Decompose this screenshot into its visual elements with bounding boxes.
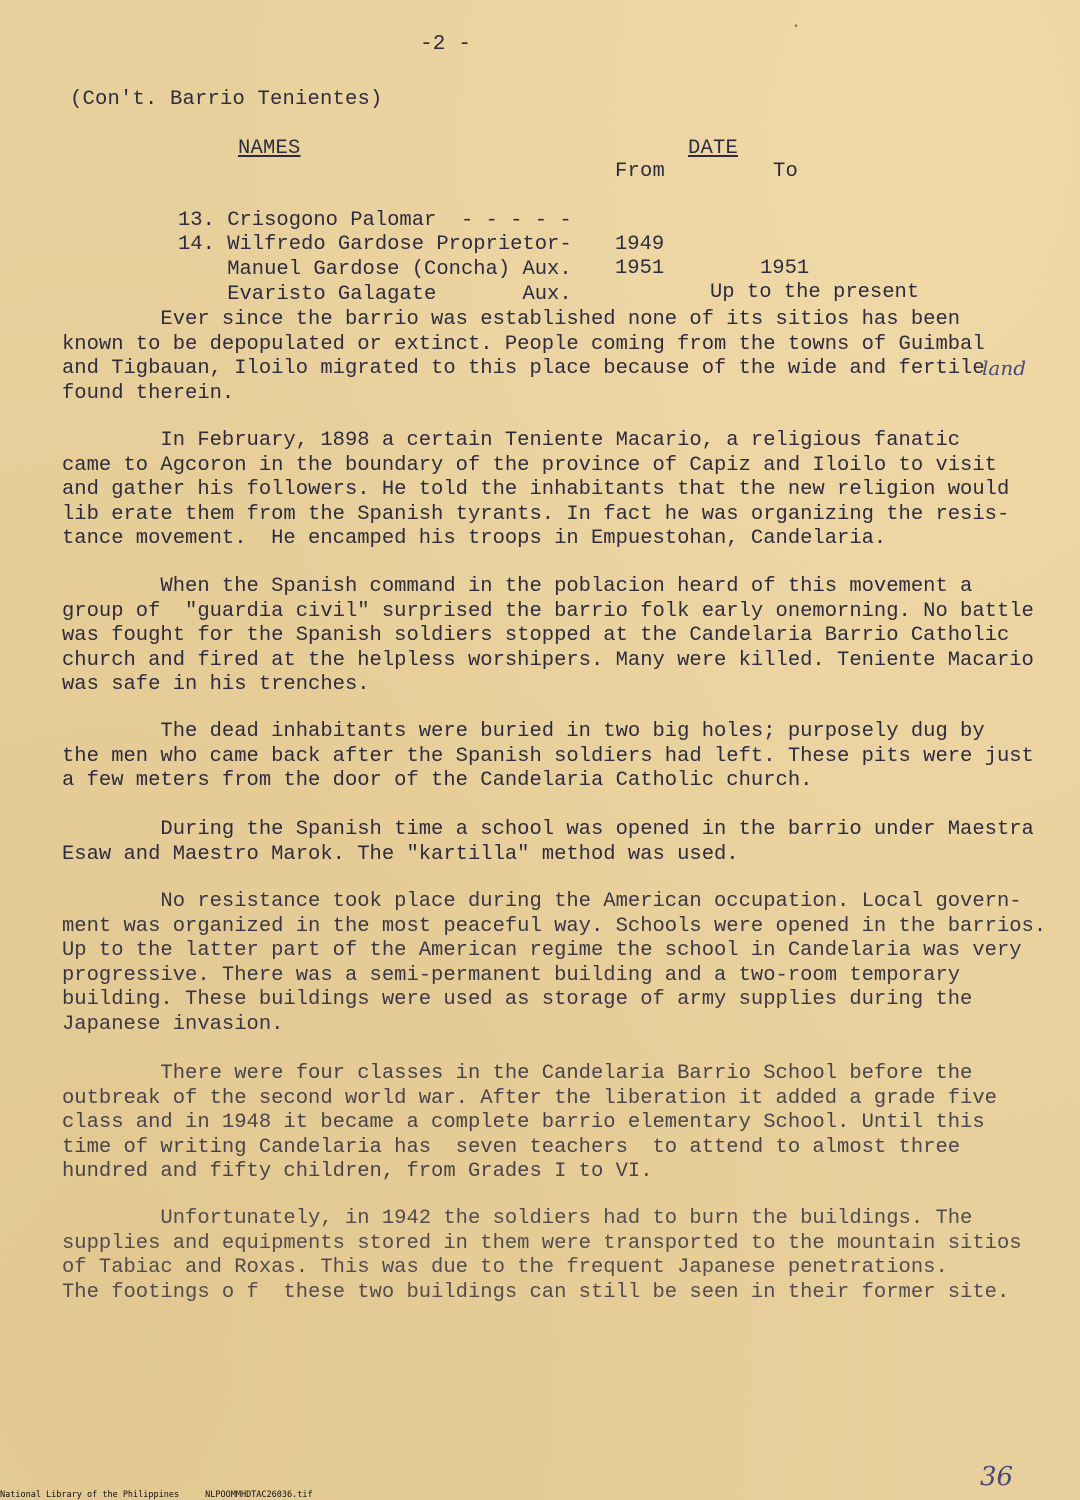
handwritten-page-number: 36 bbox=[980, 1462, 1014, 1492]
to-column-header: To bbox=[773, 160, 799, 183]
paragraph-barrio-school: There were four classes in the Candelaria Barrio School before the outbreak of the second world war. After the liberation it added a grade five class and in 1948 it became a complete barrio elementary School. Until this time of writing Candelaria has seven teachers to attend to almost three hundred and fifty children, from Grades I to VI. bbox=[62, 1062, 997, 1184]
date-column-header: DATE bbox=[688, 137, 739, 160]
term-from: 1951 bbox=[615, 257, 665, 280]
file-name: NLPOOMMHDTAC26036.tif bbox=[205, 1490, 313, 1500]
aux-name: Manuel Gardose (Concha) Aux. bbox=[178, 258, 572, 281]
paragraph-1942-burning: Unfortunately, in 1942 the soldiers had to burn the buildings. The supplies and equipments stored in them were transported to the mountain sitios of Tabiac and Roxas. This was due to the frequent Japanese penetrations. The footings o f these two buildings can still be seen in their former site. bbox=[62, 1207, 1022, 1304]
term-from: 1949 bbox=[615, 233, 665, 256]
paragraph-guardia-civil: When the Spanish command in the poblacion heard of this movement a group of "guardia civil" surprised the barrio folk early onemorning. No battle was fought for the Spanish soldiers stopped at the Candelaria Barrio Catholic church and fired at the helpless worshipers. Many were killed. Teniente Macario was safe in his trenches. bbox=[62, 575, 1034, 697]
paragraph-sitios: Ever since the barrio was established none of its sitios has been known to be depopulated or extinct. People coming from the towns of Guimbal and Tigbauan, Iloilo migrated to this place because of the wide and fertile found therein. bbox=[62, 308, 985, 405]
paragraph-teniente-macario: In February, 1898 a certain Teniente Macario, a religious fanatic came to Agcoron in the boundary of the province of Capiz and Iloilo to visit and gather his followers. He told the inhabitants that the new religion would lib erate them from the Spanish tyrants. In fact he was organizing the resis- tance movement. He encamped his troops in Empuestohan, Candelaria. bbox=[62, 429, 1010, 551]
paragraph-american-occupation: No resistance took place during the American occupation. Local govern- ment was organized in the most peaceful way. Schools were opened in the barrios. Up to the latter part of the American regime the school in Candelaria was very progressive. There was a semi-permanent building and a two-room temporary building. These buildings were used as storage of army supplies during the Japanese invasion. bbox=[62, 890, 1047, 1036]
page-number: -2 - bbox=[420, 33, 472, 56]
scan-footer bbox=[0, 1490, 313, 1500]
paper-speck: • bbox=[793, 22, 800, 33]
library-credit: National Library of the Philippines bbox=[0, 1490, 180, 1500]
from-column-header: From bbox=[615, 160, 666, 183]
term-to: Up to the present bbox=[710, 281, 920, 304]
paragraph-spanish-school: During the Spanish time a school was opened in the barrio under Maestra Esaw and Maestro Marok. The "kartilla" method was used. bbox=[62, 818, 1034, 866]
aux-name: Evaristo Galagate Aux. bbox=[178, 283, 572, 306]
term-to: 1951 bbox=[760, 257, 810, 280]
continuation-heading: (Con't. Barrio Tenientes) bbox=[70, 88, 383, 111]
teniente-name: 13. Crisogono Palomar - - - - - bbox=[178, 209, 572, 232]
paragraph-burial: The dead inhabitants were buried in two big holes; purposely dug by the men who came back after the Spanish soldiers had left. These pits were just a few meters from the door of the Candelaria Catholic church. bbox=[62, 720, 1034, 793]
handwritten-land-note: land bbox=[982, 356, 1027, 380]
teniente-name: 14. Wilfredo Gardose Proprietor- bbox=[178, 233, 572, 256]
names-column-header: NAMES bbox=[238, 137, 301, 160]
